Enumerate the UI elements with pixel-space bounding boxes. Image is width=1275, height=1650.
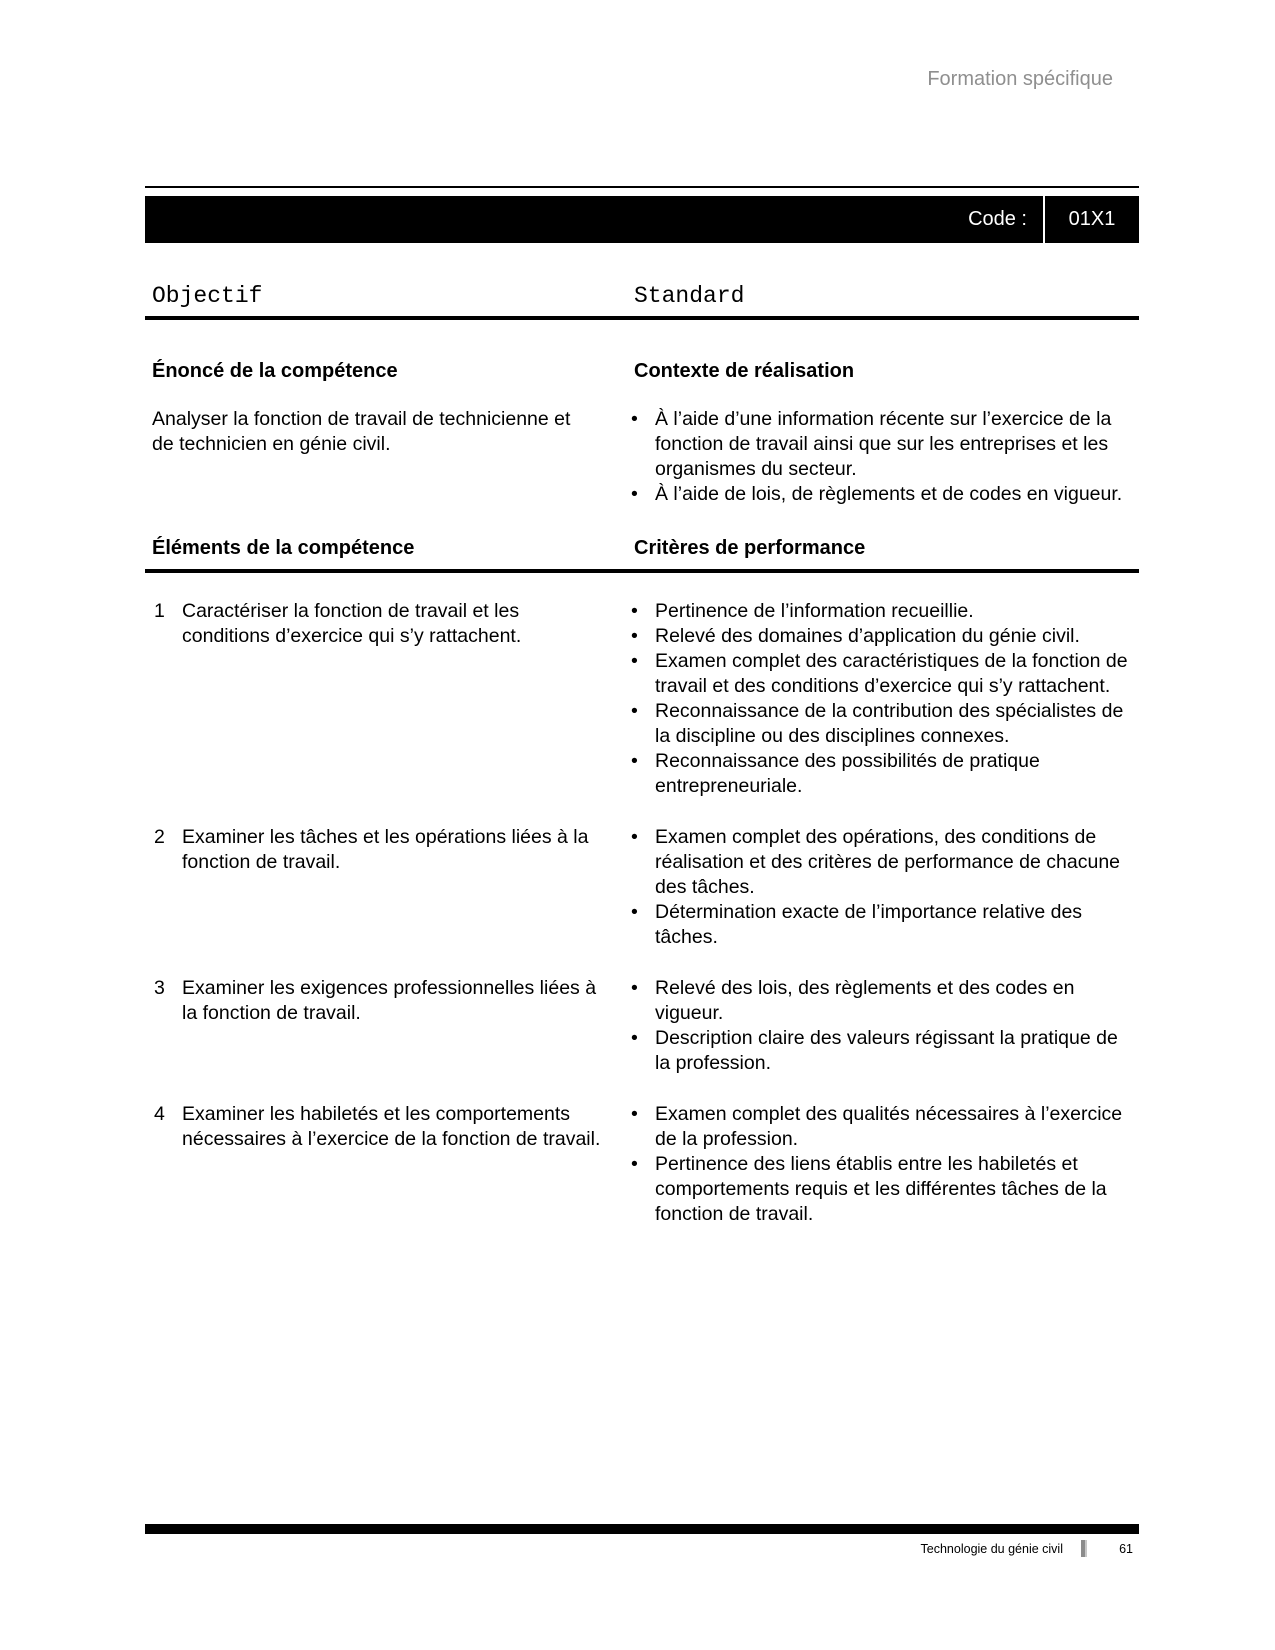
footer-document-title: Technologie du génie civil: [920, 1541, 1063, 1556]
elements-competence-heading: Éléments de la compétence: [152, 537, 415, 559]
list-item: [627, 699, 1139, 749]
list-item: [627, 1152, 1139, 1227]
criteres-performance-heading: Critères de performance: [634, 537, 866, 559]
bullet-icon: •: [631, 1153, 638, 1175]
running-head: Formation spécifique: [927, 68, 1113, 90]
list-item-text: Relevé des domaines d’application du génie civil.: [655, 625, 1080, 647]
element-3: [145, 976, 627, 1076]
bullet-icon: •: [631, 1103, 638, 1125]
list-item-text: Examen complet des qualités nécessaires à l’exercice de la profession.: [655, 1103, 1123, 1150]
criteria-list-4: [627, 1102, 1139, 1227]
element-row-3: [145, 976, 1139, 1076]
list-item: [627, 825, 1139, 900]
objectif-heading: Objectif: [152, 283, 263, 309]
bullet-icon: •: [631, 600, 638, 622]
list-item: [627, 1102, 1139, 1152]
competence-section: [145, 360, 1139, 507]
enonce-competence-heading: Énoncé de la compétence: [152, 360, 398, 382]
code-value: 01X1: [1068, 208, 1116, 230]
objectif-standard-header: [145, 283, 1139, 320]
code-label: Code :: [968, 208, 1027, 230]
list-item: [627, 624, 1139, 649]
contexte-realisation-heading: Contexte de réalisation: [634, 360, 855, 382]
list-item-text: Reconnaissance des possibilités de pratique entrepreneuriale.: [655, 750, 1040, 797]
content-area: [145, 283, 1139, 1227]
list-item-text: Examen complet des opérations, des conditions de réalisation et des critères de performance de chacune des tâches.: [655, 826, 1121, 898]
list-item: [627, 900, 1139, 950]
element-text: Caractériser la fonction de travail et les conditions d’exercice qui s’y rattachent.: [182, 600, 522, 647]
list-item: [627, 749, 1139, 799]
bullet-icon: •: [631, 650, 638, 672]
competence-left-column: [145, 360, 627, 507]
bullet-icon: •: [631, 826, 638, 848]
bullet-icon: •: [631, 625, 638, 647]
list-item-text: Examen complet des caractéristiques de la fonction de travail et des conditions d’exercice qui s’y rattachent.: [655, 650, 1128, 697]
elements-criteres-header: [145, 537, 1139, 573]
standard-heading: Standard: [634, 283, 745, 309]
list-item-text: Reconnaissance de la contribution des spécialistes de la discipline ou des disciplines connexes.: [655, 700, 1124, 747]
element-row-2: [145, 825, 1139, 950]
element-number: 4: [154, 1103, 165, 1125]
element-text: Examiner les habiletés et les comportements nécessaires à l’exercice de la fonction de travail.: [182, 1103, 601, 1150]
element-text: Examiner les exigences professionnelles liées à la fonction de travail.: [182, 977, 597, 1024]
criteria-list-2: [627, 825, 1139, 950]
list-item: [627, 407, 1139, 482]
bullet-icon: •: [631, 483, 638, 505]
list-item: [627, 482, 1139, 507]
footer-page-number: 61: [1119, 1541, 1133, 1556]
bullet-icon: •: [631, 977, 638, 999]
list-item: [627, 649, 1139, 699]
code-bar: [145, 196, 1139, 243]
bullet-icon: •: [631, 408, 638, 430]
list-item-text: Relevé des lois, des règlements et des codes en vigueur.: [655, 977, 1075, 1024]
element-number: 1: [154, 600, 165, 622]
contexte-bullet-list: [627, 407, 1139, 507]
footer-rule: [145, 1524, 1139, 1534]
list-item-text: Pertinence de l’information recueillie.: [655, 600, 974, 622]
enonce-competence-body: Analyser la fonction de travail de technicienne et de technicien en génie civil.: [152, 408, 571, 455]
list-item-text: Description claire des valeurs régissant la pratique de la profession.: [655, 1027, 1118, 1074]
element-2: [145, 825, 627, 950]
element-text: Examiner les tâches et les opérations liées à la fonction de travail.: [182, 826, 589, 873]
element-number: 2: [154, 826, 165, 848]
bullet-icon: •: [631, 901, 638, 923]
list-item: [627, 599, 1139, 624]
element-4: [145, 1102, 627, 1227]
criteria-list-3: [627, 976, 1139, 1076]
list-item-text: Pertinence des liens établis entre les habiletés et comportements requis et les différentes tâches de la fonction de travail.: [655, 1153, 1107, 1225]
list-item-text: À l’aide de lois, de règlements et de codes en vigueur.: [655, 483, 1123, 505]
criteria-list-1: [627, 599, 1139, 799]
bullet-icon: •: [631, 1027, 638, 1049]
list-item: [627, 976, 1139, 1026]
element-number: 3: [154, 977, 165, 999]
bullet-icon: •: [631, 750, 638, 772]
element-row-4: [145, 1102, 1139, 1227]
element-1: [145, 599, 627, 799]
list-item-text: Détermination exacte de l’importance relative des tâches.: [655, 901, 1083, 948]
list-item: [627, 1026, 1139, 1076]
list-item-text: À l’aide d’une information récente sur l’exercice de la fonction de travail ainsi que sur les entreprises et les organismes du secteur.: [655, 408, 1112, 480]
footer: [145, 1540, 1139, 1557]
competence-right-column: [627, 360, 1139, 507]
element-row-1: [145, 599, 1139, 799]
code-bar-topline: [145, 186, 1139, 188]
bullet-icon: •: [631, 700, 638, 722]
